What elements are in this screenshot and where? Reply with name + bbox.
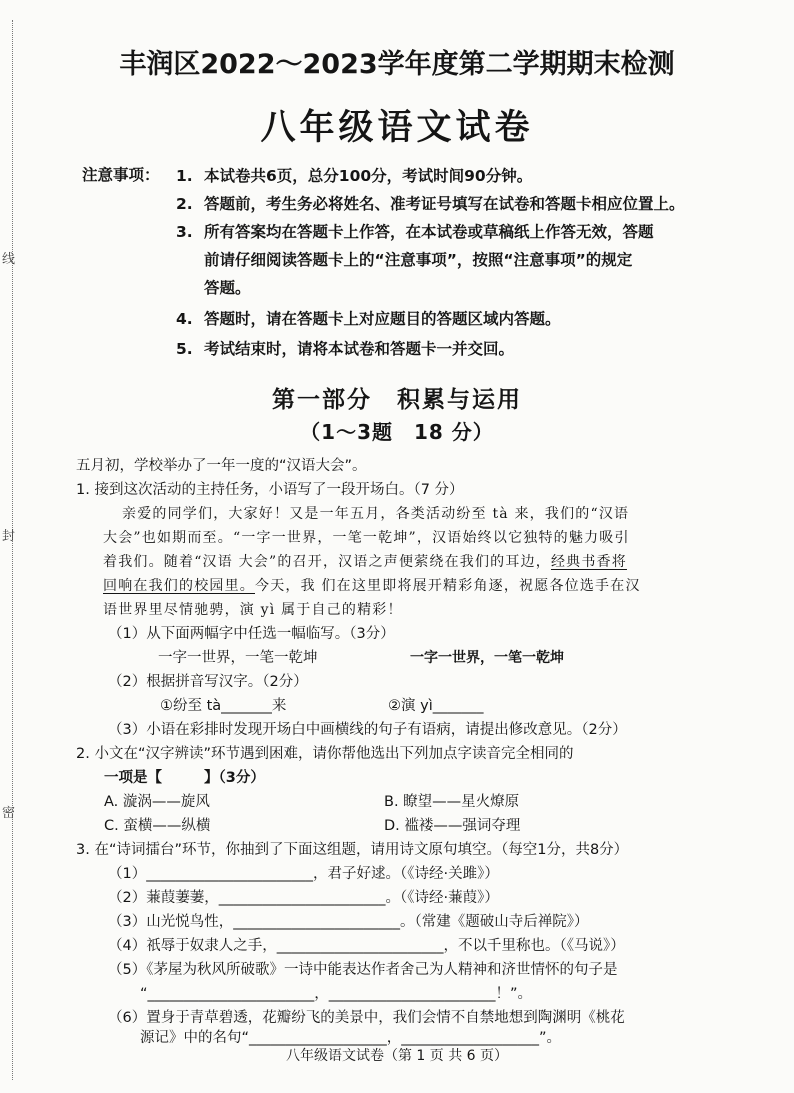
note-text: 本试卷共6页，总分100分，考试时间90分钟。 — [204, 167, 533, 185]
question-1-sub-1: （1）从下面两幅字中任选一幅临写。（3分） — [108, 626, 395, 642]
question-1-sub-3: （3）小语在彩排时发现开场白中画横线的句子有语病，请提出修改意见。（2分） — [108, 722, 627, 738]
copy-text-calligraphy: 一字一世界，一笔一乾坤 — [410, 650, 564, 666]
note-text: 所有答案均在答题卡上作答，在本试卷或草稿纸上作答无效，答题 — [204, 223, 654, 241]
page-footer: 八年级语文试卷（第 1 页 共 6 页） — [285, 1048, 509, 1064]
underlined-sentence: 回响在我们的校园里。 — [103, 578, 255, 594]
option-b: B. 瞭望——星火燎原 — [384, 794, 520, 810]
passage-text: 着我们。随着“汉语 大会”的召开，汉语之声便萦绕在我们的耳边， — [103, 554, 551, 570]
note-number: 1. — [176, 167, 193, 185]
question-3-stem: 3. 在“诗词擂台”环节，你抽到了下面这组题，请用诗文原句填空。（每空1分，共8分） — [76, 842, 629, 858]
exam-subtitle: 八年级语文试卷 — [260, 108, 534, 148]
answer-bracket-close: 】（3分） — [204, 770, 265, 786]
part-subtitle: （1～3题 18 分） — [300, 420, 494, 444]
question-1-stem: 1. 接到这次活动的主持任务，小语写了一段开场白。（7 分） — [76, 482, 464, 498]
option-a: A. 漩涡——旋风 — [104, 794, 210, 810]
copy-text-regular: 一字一世界，一笔一乾坤 — [158, 650, 318, 666]
margin-mark-mi: 密 — [2, 806, 16, 821]
option-c: C. 蛮横——纵横 — [104, 818, 211, 834]
poem-fill-4: （4）祇辱于奴隶人之手，_______________________，不以千里称也。（《马说》） — [108, 938, 625, 954]
poem-fill-3: （3）山光悦鸟性，_______________________。（常建《题破山寺后禅院》） — [108, 914, 589, 930]
note-text: 答题前，考生务必将姓名、准考证号填写在试卷和答题卡相应位置上。 — [204, 195, 685, 213]
poem-fill-5-blanks: “_______________________，_______________________！”。 — [140, 986, 533, 1002]
binding-margin-line — [12, 20, 13, 1080]
note-text: 答题时，请在答题卡上对应题目的答题区域内答题。 — [204, 310, 561, 328]
section-intro: 五月初，学校举办了一年一度的“汉语大会”。 — [76, 458, 367, 474]
poem-fill-1: （1）_______________________，君子好逑。（《诗经·关雎》） — [108, 866, 499, 882]
note-number: 2. — [176, 195, 193, 213]
margin-mark-feng: 封 — [2, 529, 16, 544]
note-text: 考试结束时，请将本试卷和答题卡一并交回。 — [204, 340, 515, 358]
notes-label: 注意事项： — [82, 166, 160, 184]
passage-text: 今天，我 们在这里即将展开精彩角逐，祝愿各位选手在汉 — [255, 578, 641, 594]
note-text: 答题。 — [204, 279, 251, 297]
passage-line — [103, 575, 641, 597]
question-1-sub-2: （2）根据拼音写汉字。（2分） — [108, 674, 308, 690]
answer-bracket-open: 一项是【 — [104, 770, 162, 786]
question-2-stem-line-2 — [104, 767, 265, 789]
pinyin-blank-1: ①纷至 tà_______来 — [160, 698, 287, 714]
poem-fill-6-blanks: 源记》中的名句“___________________，___________________”。 — [140, 1030, 562, 1046]
part-title: 第一部分 积累与运用 — [272, 387, 522, 413]
question-2-stem: 2. 小文在“汉字辨读”环节遇到困难，请你帮他选出下列加点字读音完全相同的 — [76, 746, 574, 762]
option-d: D. 褴褛——强词夺理 — [384, 818, 521, 834]
underlined-sentence: 经典书香将 — [550, 554, 627, 570]
passage-line: 亲爱的同学们，大家好！又是一年五月，各类活动纷至 tà 来，我们的“汉语 — [122, 506, 630, 522]
note-text: 前请仔细阅读答题卡上的“注意事项”，按照“注意事项”的规定 — [204, 251, 633, 269]
poem-fill-6: （6）置身于青草碧透，花瓣纷飞的美景中，我们会情不自禁地想到陶渊明《桃花 — [108, 1010, 625, 1026]
note-number: 4. — [176, 310, 193, 328]
note-number: 5. — [176, 340, 193, 358]
pinyin-blank-2: ②演 yì_______ — [388, 698, 484, 714]
passage-line: 大会”也如期而至。“一字一世界，一笔一乾坤”，汉语始终以它独特的魅力吸引 — [103, 530, 630, 546]
margin-mark-xian: 线 — [2, 252, 16, 267]
note-number: 3. — [176, 223, 193, 241]
poem-fill-2: （2）蒹葭萋萋，_______________________。（《诗经·蒹葭》） — [108, 890, 499, 906]
passage-line: 语世界里尽情驰骋，演 yì 属于自己的精彩！ — [103, 602, 403, 618]
exam-title: 丰润区2022～2023学年度第二学期期末检测 — [119, 49, 675, 80]
passage-line — [103, 551, 627, 573]
poem-fill-5: （5）《茅屋为秋风所破歌》一诗中能表达作者舍己为人精神和济世情怀的句子是 — [108, 962, 618, 978]
